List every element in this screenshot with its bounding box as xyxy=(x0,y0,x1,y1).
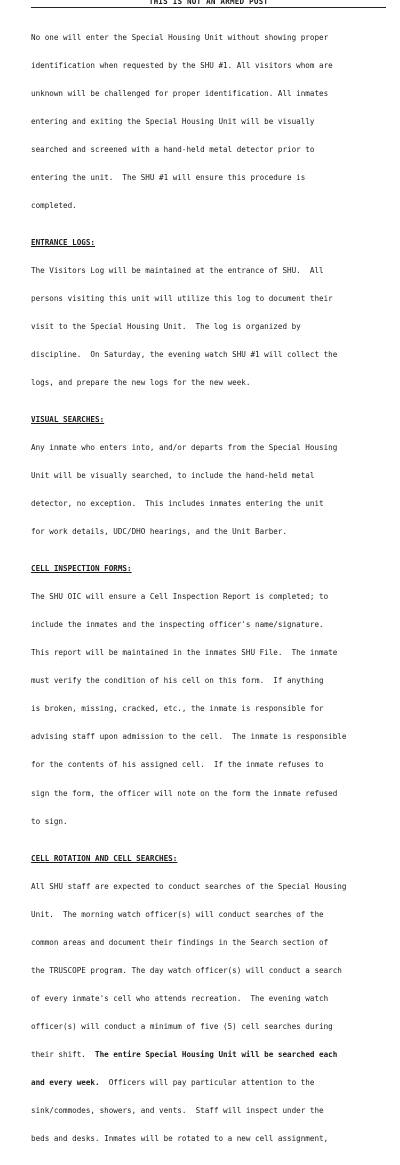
text-line: officer(s) will conduct a minimum of five (5) cell searches during xyxy=(31,1021,333,1031)
text-line: must verify the condition of his cell on this form. If anything xyxy=(31,676,324,686)
text-line: sign the form, the officer will note on the form the inmate refused xyxy=(31,788,338,798)
header-rule xyxy=(31,7,386,8)
text-line: is broken, missing, cracked, etc., the inmate is responsible for xyxy=(31,704,324,714)
text-line: detector, no exception. This includes inmates entering the unit xyxy=(31,499,324,509)
bold-emphasis-text: The entire Special Housing Unit will be searched each xyxy=(95,1049,338,1059)
plain-text: Officers will pay particular attention to the xyxy=(99,1077,315,1087)
intro-paragraph xyxy=(31,14,386,229)
text-line-mixed xyxy=(31,1078,386,1087)
text-line: advising staff upon admission to the cell. The inmate is responsible xyxy=(31,732,347,742)
text-line: to sign. xyxy=(31,816,68,826)
cell-rotation-paragraph xyxy=(31,863,386,1162)
text-line: This report will be maintained in the inmates SHU File. The inmate xyxy=(31,648,338,658)
plain-text: their shift. xyxy=(31,1049,96,1059)
text-line: visit to the Special Housing Unit. The log is organized by xyxy=(31,322,301,331)
text-line: unknown will be challenged for proper identification. All inmates xyxy=(31,88,329,98)
text-line: of every inmate's cell who attends recreation. The evening watch xyxy=(31,993,329,1003)
text-line: The Visitors Log will be maintained at the entrance of SHU. All xyxy=(31,265,324,275)
section-heading-cell-inspection-forms: CELL INSPECTION FORMS: xyxy=(31,564,132,574)
text-line: beds and desks. Inmates will be rotated to a new cell assignment, xyxy=(31,1133,329,1143)
text-line: for work details, UDC/DHO hearings, and the Unit Barber. xyxy=(31,527,288,537)
cell-inspection-paragraph xyxy=(31,574,386,845)
text-line: discipline. On Saturday, the evening watch SHU #1 will collect the xyxy=(31,350,338,360)
entrance-logs-paragraph xyxy=(31,247,386,406)
text-line: Unit. The morning watch officer(s) will conduct searches of the xyxy=(31,909,324,919)
text-line: Unit will be visually searched, to include the hand-held metal xyxy=(31,471,315,481)
text-line: entering and exiting the Special Housing Unit will be visually xyxy=(31,116,315,126)
text-line: for the contents of his assigned cell. If the inmate refuses to xyxy=(31,760,324,770)
text-line: persons visiting this unit will utilize this log to document their xyxy=(31,293,333,303)
section-heading-entrance-logs: ENTRANCE LOGS: xyxy=(31,237,96,247)
text-line: identification when requested by the SHU #1. All visitors whom are xyxy=(31,60,333,70)
text-line: entering the unit. The SHU #1 will ensure this procedure is xyxy=(31,172,306,182)
text-line: logs, and prepare the new logs for the new week. xyxy=(31,378,251,388)
text-line: include the inmates and the inspecting officer's name/signature. xyxy=(31,620,324,630)
text-line: No one will enter the Special Housing Unit without showing proper xyxy=(31,32,329,42)
section-heading-cell-rotation: CELL ROTATION AND CELL SEARCHES: xyxy=(31,853,178,863)
text-line: sink/commodes, showers, and vents. Staff will inspect under the xyxy=(31,1105,324,1115)
text-line: the TRUSCOPE program. The day watch officer(s) will conduct a search xyxy=(31,965,342,975)
section-heading-visual-searches: VISUAL SEARCHES: xyxy=(31,415,105,425)
text-line: searched and screened with a hand-held metal detector prior to xyxy=(31,144,315,154)
text-line: common areas and document their findings in the Search section of xyxy=(31,937,329,947)
bold-emphasis-text: and every week. xyxy=(31,1077,100,1087)
text-line: Any inmate who enters into, and/or departs from the Special Housing xyxy=(31,443,338,453)
post-header: THIS IS NOT AN ARMED POST xyxy=(148,0,269,6)
text-line: completed. xyxy=(31,200,77,210)
visual-searches-paragraph xyxy=(31,424,386,555)
text-line: The SHU OIC will ensure a Cell Inspection Report is completed; to xyxy=(31,592,329,602)
text-line-mixed xyxy=(31,1050,386,1059)
text-line: All SHU staff are expected to conduct searches of the Special Housing xyxy=(31,881,347,891)
